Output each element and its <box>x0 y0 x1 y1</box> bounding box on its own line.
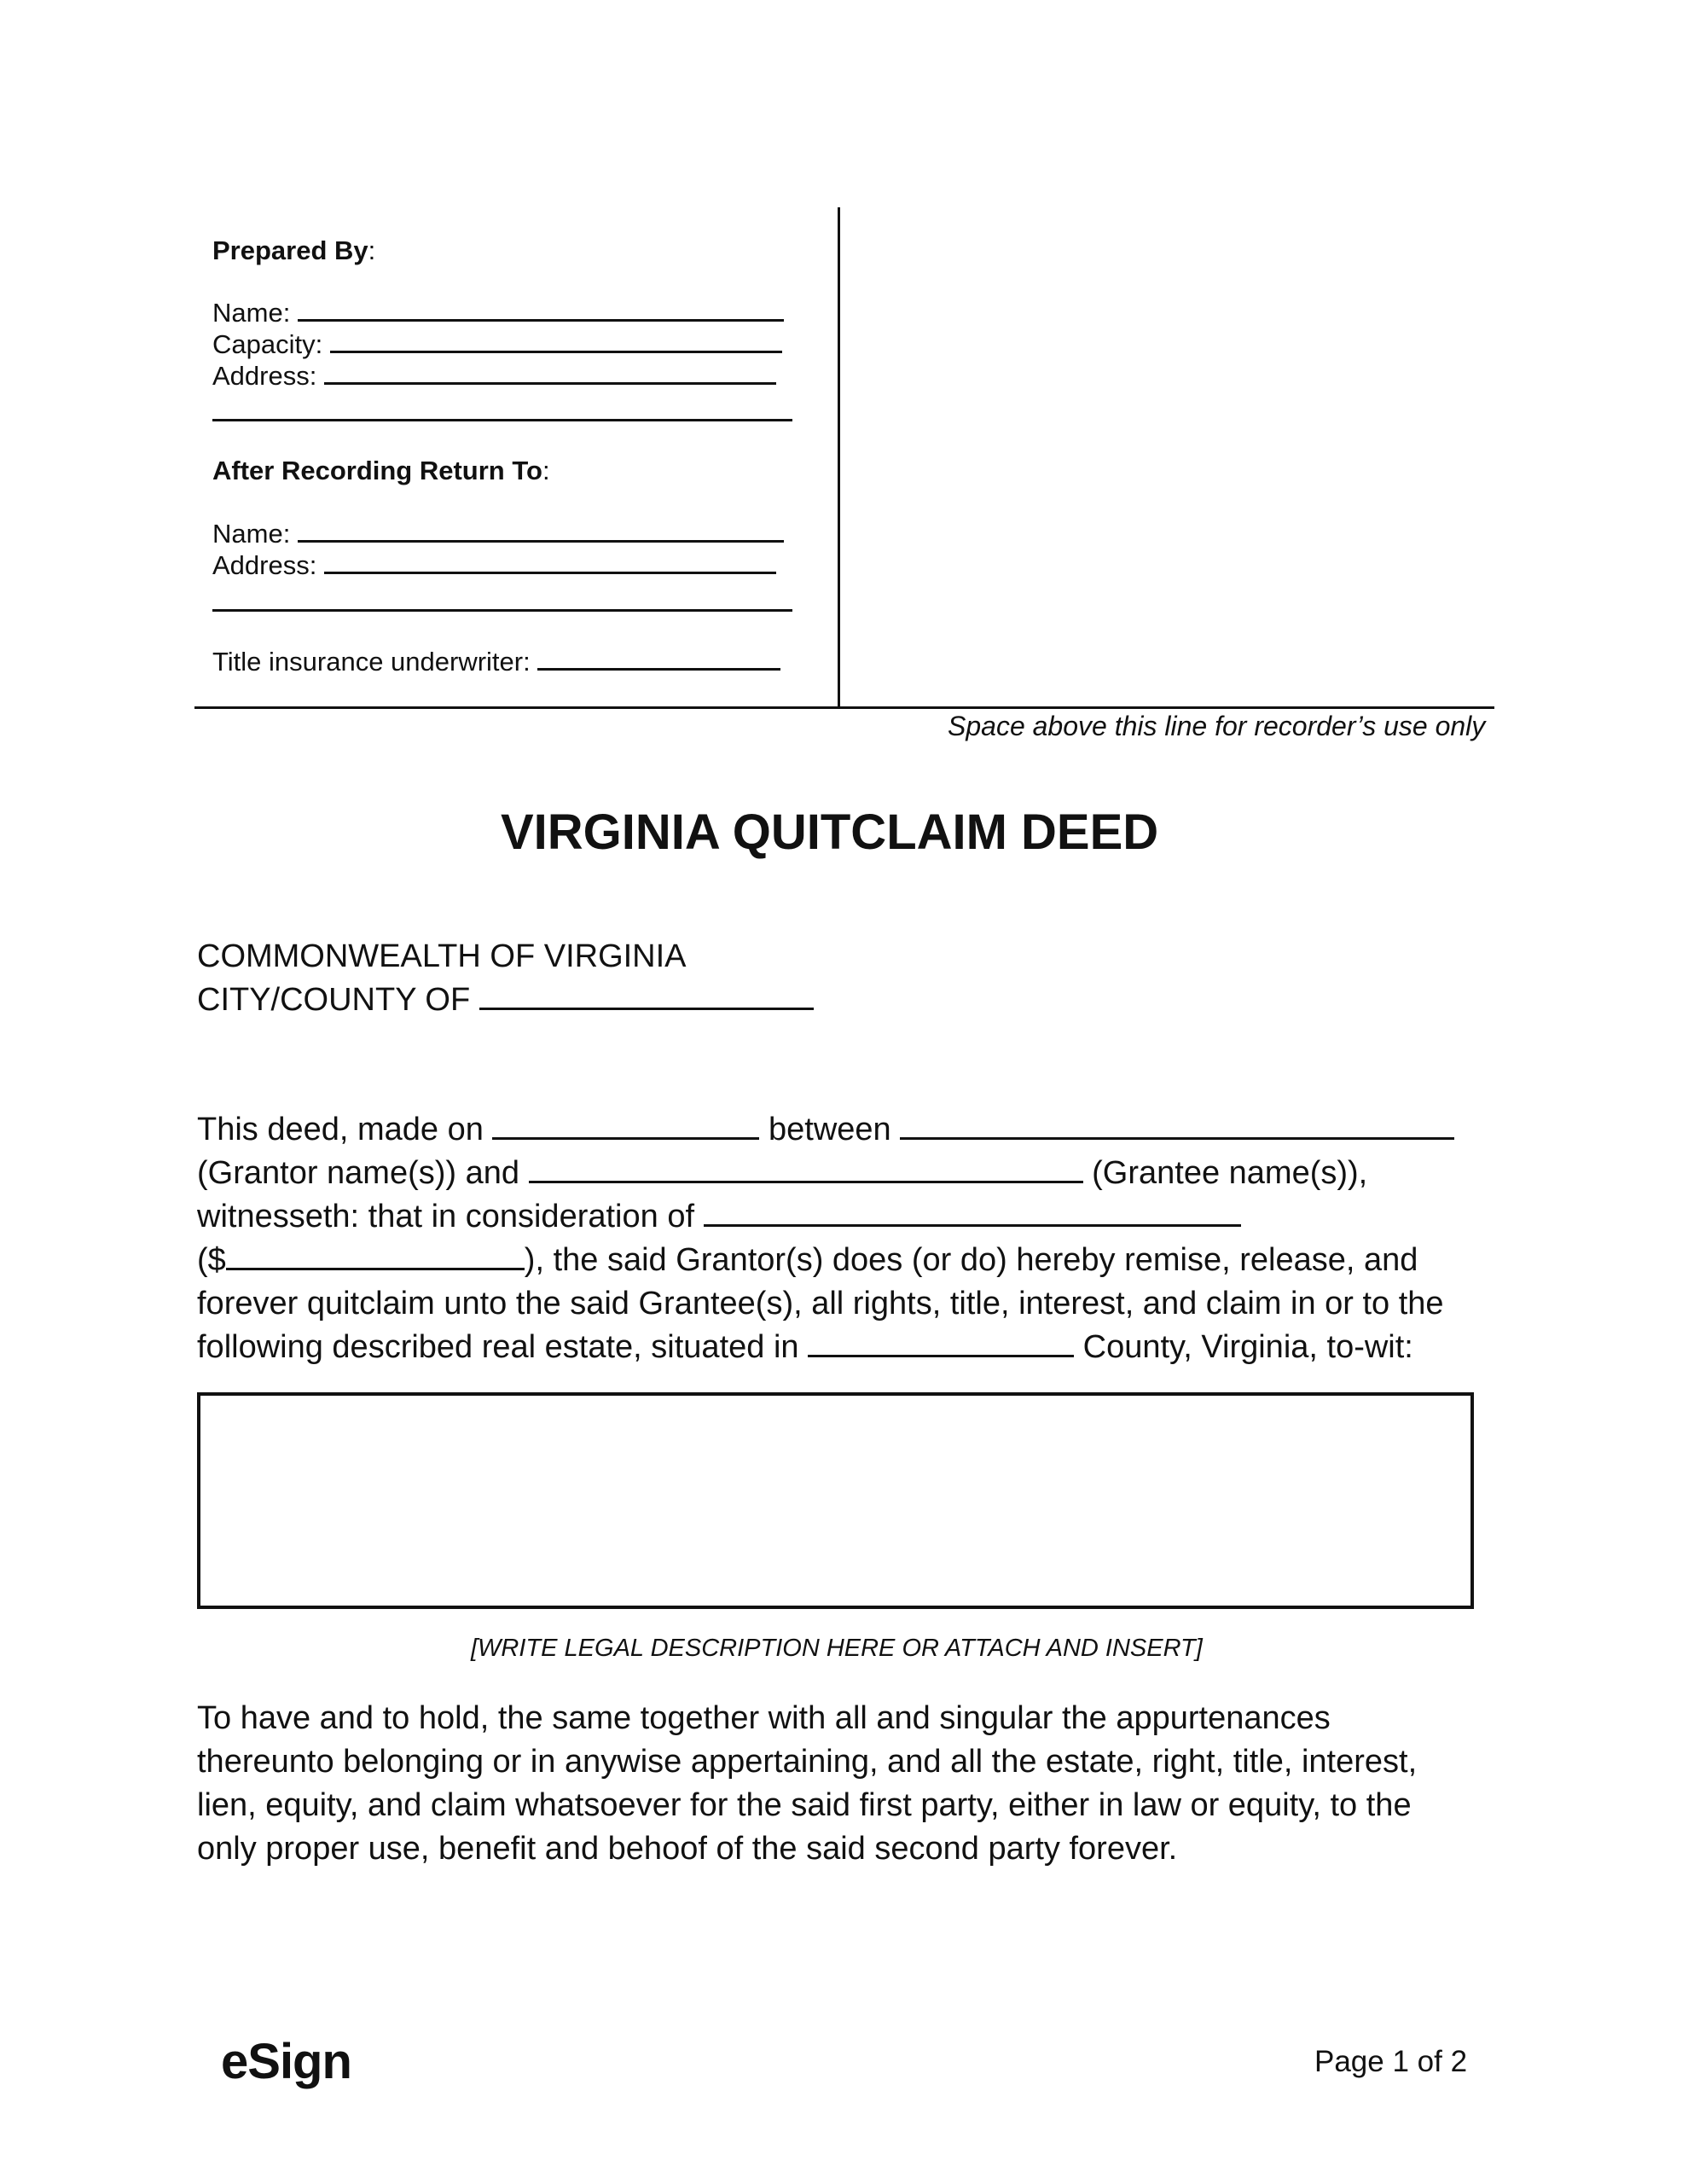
deed-date-blank[interactable] <box>492 1112 759 1140</box>
title-insurance-blank[interactable] <box>537 646 780 671</box>
prepared-capacity-label: Capacity: <box>212 329 323 359</box>
document-title: VIRGINIA QUITCLAIM DEED <box>501 804 1159 860</box>
recorder-box-bottom-line <box>194 706 1494 709</box>
recorder-space-note: Space above this line for recorder’s use only <box>948 711 1486 741</box>
consideration-amount-blank[interactable] <box>226 1242 525 1270</box>
legal-description-box[interactable] <box>197 1392 1474 1609</box>
legal-description-note: [WRITE LEGAL DESCRIPTION HERE OR ATTACH AND INSERT] <box>471 1635 1203 1662</box>
habendum-line-4: only proper use, benefit and behoof of the said second party forever. <box>197 1831 1178 1867</box>
deed-line-6: following described real estate, situated in County, Virginia, to-wit: <box>197 1329 1413 1365</box>
recorder-box-vertical-divider <box>838 207 840 709</box>
city-county-blank[interactable] <box>479 982 814 1010</box>
page-number: Page 1 of 2 <box>1314 2045 1468 2078</box>
prepared-name-blank[interactable] <box>298 297 784 322</box>
deed-line-1: This deed, made on between <box>197 1108 1454 1152</box>
return-name-blank[interactable] <box>298 518 784 543</box>
prepared-address-blank[interactable] <box>324 360 776 385</box>
prepared-address-line-2[interactable] <box>212 419 792 421</box>
deed-line-4: ($ ), the said Grantor(s) does (or do) hereby remise, release, and <box>197 1242 1418 1278</box>
city-county-label: CITY/COUNTY OF <box>197 982 471 1018</box>
grantee-name-blank[interactable] <box>529 1155 1083 1183</box>
prepared-name-label: Name: <box>212 298 291 328</box>
return-name-field[interactable] <box>212 518 784 549</box>
return-name-label: Name: <box>212 519 291 549</box>
return-address-field[interactable] <box>212 549 776 581</box>
deed-line-2: (Grantor name(s)) and (Grantee name(s)), <box>197 1155 1368 1191</box>
habendum-line-1: To have and to hold, the same together with all and singular the appurtenances <box>197 1700 1331 1736</box>
county-blank[interactable] <box>808 1329 1074 1357</box>
return-address-blank[interactable] <box>324 549 776 574</box>
return-address-label: Address: <box>212 550 317 580</box>
return-address-line-2[interactable] <box>212 609 792 612</box>
grantor-name-blank[interactable] <box>900 1112 1454 1140</box>
jurisdiction-commonwealth: COMMONWEALTH OF VIRGINIA <box>197 938 687 974</box>
habendum-line-3: lien, equity, and claim whatsoever for the said first party, either in law or equity, to the <box>197 1787 1412 1823</box>
prepared-by-heading: Prepared By: <box>212 235 376 265</box>
jurisdiction-city-county-field[interactable] <box>197 979 814 1022</box>
prepared-address-field[interactable] <box>212 360 776 392</box>
habendum-line-2: thereunto belonging or in anywise appertaining, and all the estate, right, title, interest, <box>197 1744 1418 1780</box>
after-recording-heading: After Recording Return To: <box>212 456 550 485</box>
esign-logo: eSign <box>221 2034 351 2089</box>
prepared-name-field[interactable] <box>212 297 784 328</box>
prepared-address-label: Address: <box>212 361 317 391</box>
consideration-words-blank[interactable] <box>704 1199 1241 1227</box>
title-insurance-field[interactable] <box>212 646 780 677</box>
deed-line-3: witnesseth: that in consideration of <box>197 1195 1241 1239</box>
title-insurance-label: Title insurance underwriter: <box>212 647 531 677</box>
prepared-capacity-blank[interactable] <box>330 328 782 353</box>
prepared-capacity-field[interactable] <box>212 328 782 360</box>
deed-line-5: forever quitclaim unto the said Grantee(s), all rights, title, interest, and claim in or to the <box>197 1286 1444 1321</box>
